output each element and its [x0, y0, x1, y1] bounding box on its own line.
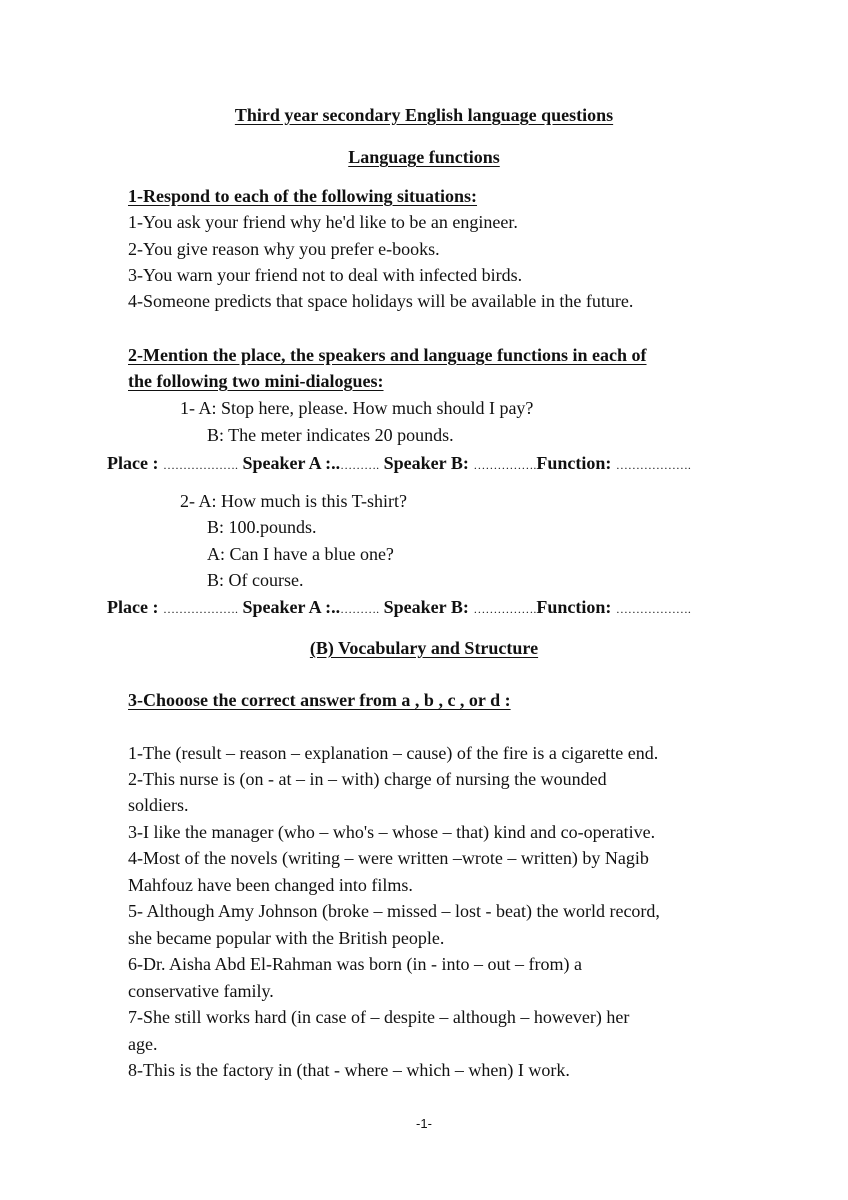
- q1-item: 4-Someone predicts that space holidays will be available in the future.: [128, 291, 634, 311]
- dialogue1-line: B: The meter indicates 20 pounds.: [207, 425, 454, 445]
- q2-heading-line2: the following two mini-dialogues:: [128, 371, 384, 391]
- place-label: Place :: [107, 597, 159, 617]
- place-blank: ……………….: [162, 602, 238, 616]
- q3-line: 7-She still works hard (in case of – despite – although – however) her: [128, 1007, 630, 1027]
- dialogue1-answer-row: [107, 451, 691, 477]
- place-label: Place :: [107, 453, 159, 473]
- function-label: Function:: [536, 597, 612, 617]
- q1-heading: 1-Respond to each of the following situations:: [128, 186, 478, 206]
- speaker-a-label: Speaker A :..: [242, 597, 341, 617]
- dialogue2-line: 2- A: How much is this T-shirt?: [180, 491, 408, 511]
- dialogue2-line: A: Can I have a blue one?: [207, 544, 394, 564]
- dialogue2-answer-row: [107, 595, 691, 621]
- section-b-heading: (B) Vocabulary and Structure: [309, 638, 539, 658]
- q1-item: 2-You give reason why you prefer e-books.: [128, 239, 440, 259]
- dialogue2-line: B: 100.pounds.: [207, 517, 317, 537]
- speaker-b-blank: …………….: [473, 458, 537, 472]
- q3-line: soldiers.: [128, 795, 189, 815]
- q3-line: 3-I like the manager (who – who's – whose – that) kind and co-operative.: [128, 822, 656, 842]
- function-blank: ……………….: [615, 602, 691, 616]
- speaker-b-blank: …………….: [473, 602, 537, 616]
- q3-line: age.: [128, 1034, 158, 1054]
- q3-line: 5- Although Amy Johnson (broke – missed – lost - beat) the world record,: [128, 901, 660, 921]
- q3-line: 8-This is the factory in (that - where – which – when) I work.: [128, 1060, 570, 1080]
- page-number: -1-: [416, 1116, 432, 1131]
- q1-item: 1-You ask your friend why he'd like to be an engineer.: [128, 212, 518, 232]
- page-title: Third year secondary English language questions: [234, 105, 614, 125]
- q1-item: 3-You warn your friend not to deal with infected birds.: [128, 265, 523, 285]
- q3-line: Mahfouz have been changed into films.: [128, 875, 413, 895]
- place-blank: ……………….: [162, 458, 238, 472]
- q3-line: 4-Most of the novels (writing – were written –wrote – written) by Nagib: [128, 848, 649, 868]
- speaker-a-blank: ……….: [340, 458, 380, 472]
- q3-line: 6-Dr. Aisha Abd El-Rahman was born (in - into – out – from) a: [128, 954, 582, 974]
- dialogue2-line: B: Of course.: [207, 570, 304, 590]
- q3-line: she became popular with the British people.: [128, 928, 445, 948]
- function-label: Function:: [536, 453, 612, 473]
- speaker-a-label: Speaker A :..: [242, 453, 341, 473]
- q3-line: 2-This nurse is (on - at – in – with) charge of nursing the wounded: [128, 769, 607, 789]
- speaker-b-label: Speaker B:: [383, 453, 469, 473]
- function-blank: ……………….: [615, 458, 691, 472]
- speaker-b-label: Speaker B:: [383, 597, 469, 617]
- q3-line: 1-The (result – reason – explanation – cause) of the fire is a cigarette end.: [128, 743, 659, 763]
- q3-heading: 3-Chooose the correct answer from a , b , c , or d :: [128, 690, 511, 710]
- speaker-a-blank: ……….: [340, 602, 380, 616]
- q3-line: conservative family.: [128, 981, 274, 1001]
- section-a-heading: Language functions: [348, 147, 500, 167]
- dialogue1-line: 1- A: Stop here, please. How much should I pay?: [180, 398, 534, 418]
- q2-heading-line1: 2-Mention the place, the speakers and language functions in each of: [128, 345, 647, 365]
